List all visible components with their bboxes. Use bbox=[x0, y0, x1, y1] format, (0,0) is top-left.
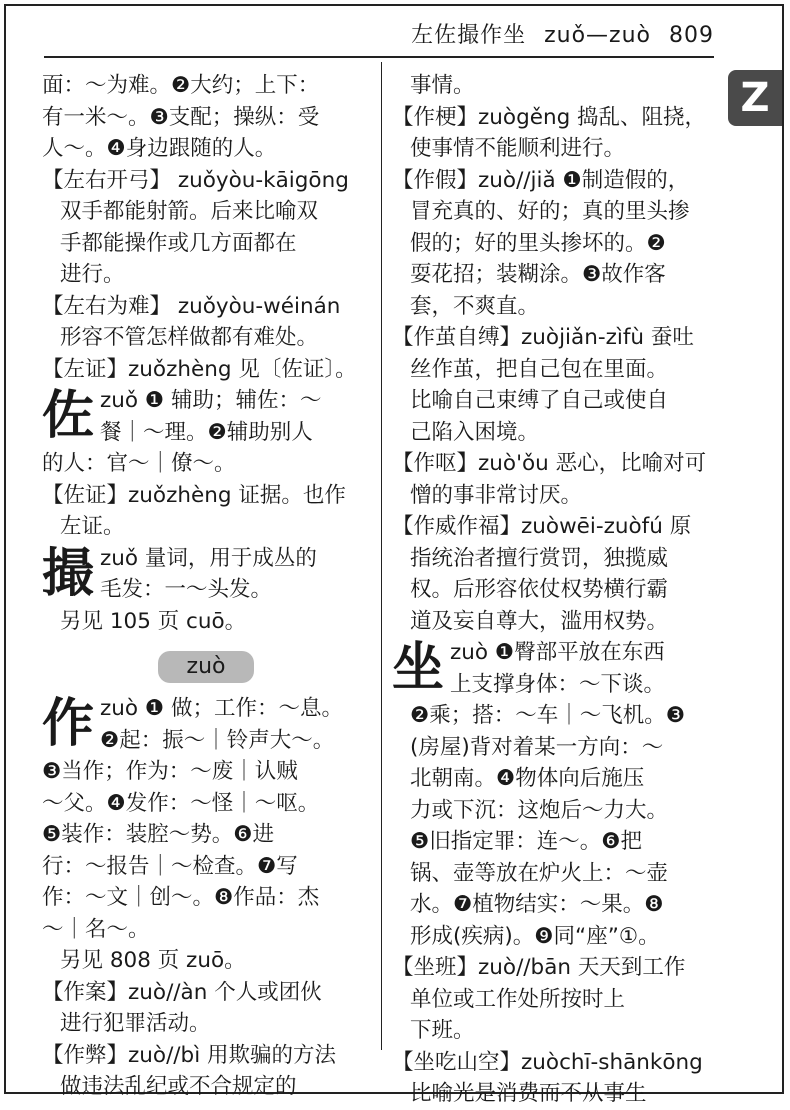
alphabet-thumb-tab: Z bbox=[728, 70, 782, 126]
entry-definition-line: 单位或工作处所按时上 bbox=[410, 986, 626, 1012]
entry-definition-line: 做违法乱纪或不合规定的 bbox=[60, 1074, 297, 1099]
entry-headword-line: 【作假】zuò//jiǎ ❶制造假的， bbox=[392, 167, 690, 193]
character-definition-line: zuǒ ❶ 辅助；辅佐：～ bbox=[100, 388, 322, 413]
entry-headword-line: 【作茧自缚】zuòjiǎn-zìfù 蚕吐 bbox=[392, 325, 694, 350]
entry-definition-line: 比喻光是消费而不从事生 bbox=[410, 1081, 647, 1106]
cross-reference: 另见 105 页 cuō。 bbox=[60, 608, 247, 634]
character-definition-line: 形成(疾病)。❾同“座”①。 bbox=[410, 923, 660, 949]
entry-definition-line: 使事情不能顺利进行。 bbox=[410, 136, 626, 161]
column-divider bbox=[381, 62, 382, 1050]
entry-definition-line: 比喻自己束缚了自己或使自 bbox=[410, 388, 669, 413]
character-entry bbox=[392, 637, 726, 952]
header-headwords: 左佐撮作坐 bbox=[411, 23, 527, 48]
entry-definition-line: 道及妄自尊大，滥用权势。 bbox=[410, 608, 669, 634]
character-definition-line: ～父。❹发作：～怪｜～呕。 bbox=[42, 790, 320, 816]
entry-headword-line: 【作案】zuò//àn 个人或团伙 bbox=[42, 979, 322, 1005]
entry-definition-line: 假的；好的里头掺坏的。❷ bbox=[410, 230, 666, 256]
headword-character: 佐 bbox=[42, 385, 95, 446]
entry-headword-line: 【作梗】zuògěng 捣乱、阻挠， bbox=[392, 104, 707, 130]
character-entry bbox=[42, 385, 372, 480]
entry-headword-line: 【坐班】zuò//bān 天天到工作 bbox=[392, 955, 686, 980]
entry-headword-line: 【作威作福】zuòwēi-zuòfú 原 bbox=[392, 514, 692, 539]
header-rule bbox=[44, 56, 714, 58]
headword-character: 坐 bbox=[392, 637, 445, 698]
entry-definition-line: 憎的事非常讨厌。 bbox=[410, 482, 583, 508]
entry-headword-line: 【左证】zuǒzhèng 见〔佐证〕。 bbox=[42, 356, 357, 382]
character-definition-line: ❸当作；作为：～废｜认贼 bbox=[42, 759, 298, 784]
character-definition-line: ❺装作：装腔～势。❻进 bbox=[42, 822, 275, 847]
character-definition-line: 作：～文｜创～。❽作品：杰 bbox=[42, 885, 320, 910]
headword-character: 撮 bbox=[42, 542, 95, 604]
entry-headword-line: 【左右为难】 zuǒyòu-wéinán bbox=[42, 293, 341, 319]
character-definition-line: 行：～报告｜～检查。❼写 bbox=[42, 853, 298, 879]
left-column bbox=[42, 70, 372, 1103]
character-definition-line: ❺旧指定罪：连～。❻把 bbox=[410, 829, 643, 854]
entry-headword-line: 【坐吃山空】zuòchī-shānkōng bbox=[392, 1049, 703, 1075]
entry-definition-line: 手都能操作或几方面都在 bbox=[60, 230, 297, 256]
entry-definition-line: 形容不管怎样做都有难处。 bbox=[60, 325, 319, 350]
running-header bbox=[401, 18, 714, 49]
character-definition-line: 北朝南。❹物体向后施压 bbox=[410, 766, 645, 791]
continued-line: 人～。❹身边跟随的人。 bbox=[42, 136, 277, 161]
page-number: 809 bbox=[669, 23, 714, 48]
continued-line: 事情。 bbox=[410, 73, 475, 98]
entry-definition-line: 丝作茧，把自己包在里面。 bbox=[410, 356, 669, 382]
character-definition-line: zuò ❶ 做；工作：～息。 bbox=[100, 696, 344, 721]
character-definition-line: ❷乘；搭：～车｜～飞机。❸ bbox=[410, 703, 686, 728]
character-definition-line: ❷起：振～｜铃声大～。 bbox=[100, 727, 335, 753]
character-definition-line: ～｜名～。 bbox=[42, 916, 150, 942]
character-definition-line: 锅、壶等放在炉火上：～壶 bbox=[410, 860, 669, 886]
character-definition-line: zuò ❶臀部平放在东西 bbox=[450, 640, 665, 665]
entry-definition-line: 己陷入困境。 bbox=[410, 419, 540, 445]
entry-definition-line: 进行犯罪活动。 bbox=[60, 1011, 211, 1036]
character-definition-line: 水。❼植物结实：～果。❽ bbox=[410, 892, 664, 917]
entry-headword-line: 【佐证】zuǒzhèng 证据。也作 bbox=[42, 482, 346, 508]
right-column bbox=[392, 70, 726, 1110]
headword-character: 作 bbox=[42, 693, 95, 754]
entry-definition-line: 下班。 bbox=[410, 1018, 475, 1043]
entry-definition-line: 权。后形容依仗权势横行霸 bbox=[410, 577, 669, 602]
character-definition-line: zuǒ 量词，用于成丛的 bbox=[100, 545, 317, 571]
entry-definition-line: 冒充真的、好的；真的里头掺 bbox=[410, 199, 690, 224]
entry-headword-line: 【作呕】zuò'ǒu 恶心，比喻对可 bbox=[392, 451, 707, 476]
entry-definition-line: 进行。 bbox=[60, 262, 125, 287]
entry-definition-line: 耍花招；装糊涂。❸故作客 bbox=[410, 262, 666, 287]
character-entry bbox=[42, 543, 372, 638]
entry-definition-line: 左证。 bbox=[60, 514, 125, 539]
character-definition-line: 力或下沉：这炮后～力大。 bbox=[410, 797, 669, 823]
character-definition-line: 毛发：一～头发。 bbox=[100, 577, 273, 602]
character-definition-line: 餐｜～理。❷辅助别人 bbox=[100, 419, 313, 445]
entry-definition-line: 指统治者擅行赏罚，独揽威 bbox=[410, 545, 669, 571]
entry-headword-line: 【作弊】zuò//bì 用欺骗的方法 bbox=[42, 1042, 337, 1068]
continued-line: 有一米～。❸支配；操纵：受 bbox=[42, 104, 320, 130]
character-definition-line: 的人：官～｜僚～。 bbox=[42, 451, 236, 476]
pinyin-section-label: zuò bbox=[158, 651, 254, 683]
character-definition-line: (房屋)背对着某一方向：～ bbox=[410, 734, 664, 760]
entry-definition-line: 双手都能射箭。后来比喻双 bbox=[60, 199, 319, 224]
continued-line: 面：～为难。❷大约；上下： bbox=[42, 73, 320, 98]
header-pinyin-range: zuǒ—zuò bbox=[544, 23, 651, 48]
cross-reference: 另见 808 页 zuō。 bbox=[60, 948, 246, 973]
character-entry bbox=[42, 693, 372, 977]
entry-definition-line: 套，不爽直。 bbox=[410, 293, 540, 319]
character-definition-line: 上支撑身体：～下谈。 bbox=[450, 671, 666, 697]
entry-headword-line: 【左右开弓】 zuǒyòu-kāigōng bbox=[42, 167, 349, 193]
